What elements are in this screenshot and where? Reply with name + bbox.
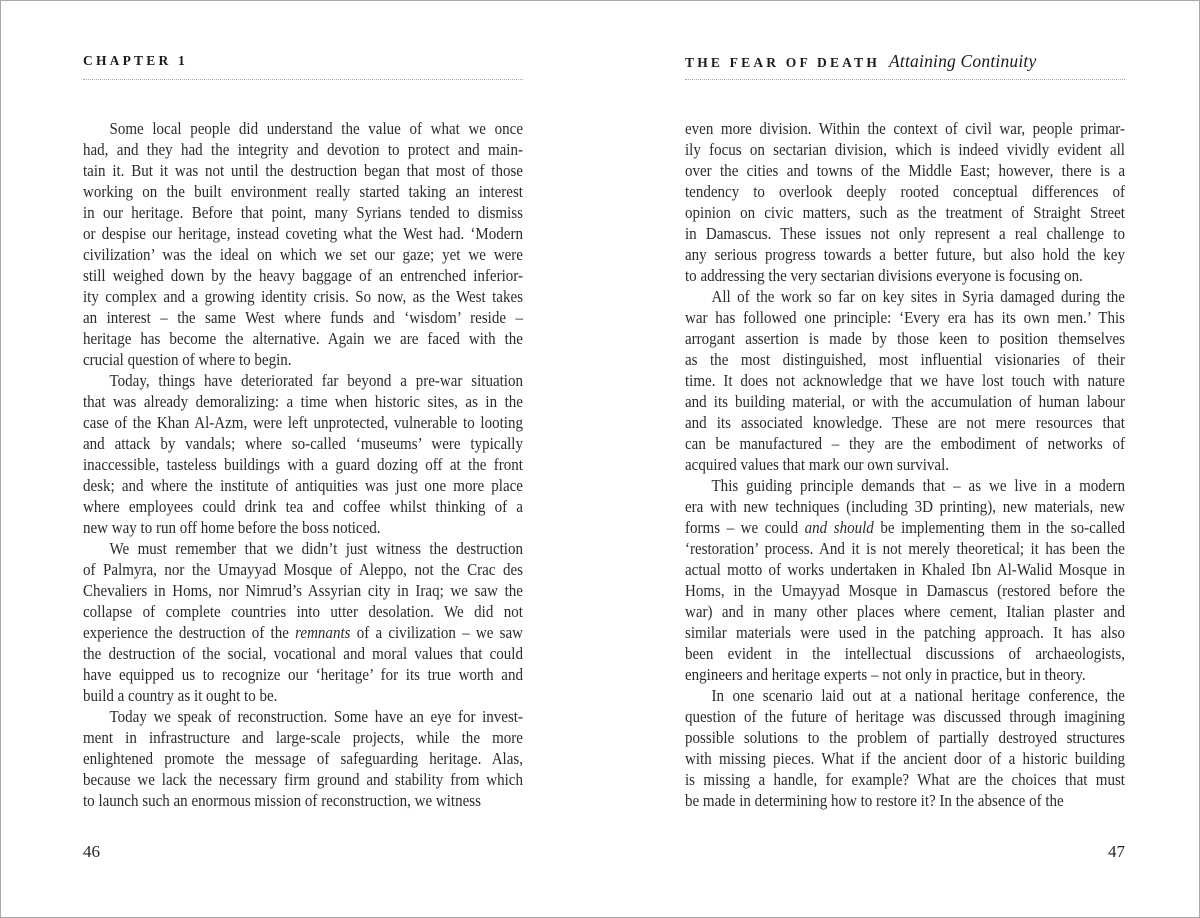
body-text-line: Chevaliers in Homs, nor Nimrud’s Assyrian city in Iraq; we saw the [83,581,523,600]
page-number-right: 47 [1108,842,1125,861]
header-dotted-rule-right [685,79,1125,80]
body-text-line: Some local people did understand the value of what we once [109,119,523,138]
body-text-line: ily focus on sectarian division, which is indeed vividly evident all [685,140,1125,159]
body-text-line: engineers and heritage experts – not only in practice, but in theory. [685,665,1086,684]
body-text-line: because we lack the necessary firm ground and stability from which [83,770,523,789]
page-left [83,1,523,917]
body-text-line: that was already demoralizing: a time when historic sites, as in the [83,392,523,411]
body-text-line: and attack by vandals; where so-called ‘museums’ were typically [83,434,523,453]
body-text-line: Today we speak of reconstruction. Some have an eye for invest- [109,707,523,726]
page-number-left: 46 [83,842,100,861]
body-text-line: All of the work so far on key sites in Syria damaged during the [711,287,1125,306]
body-text-line: build a country as it ought to be. [83,686,278,705]
body-text-line: as the most distinguished, most influential visionaries of their [685,350,1125,369]
body-text-line: even more division. Within the context of civil war, people primar- [685,119,1125,138]
body-text-line: similar materials were used in the patching approach. It has also [685,623,1125,642]
body-text-line: ity complex and a growing identity crisis. So now, as the West takes [83,287,523,306]
body-text-line: still weighed down by the heavy baggage of an entrenched inferior- [83,266,523,285]
body-text-line: new way to run off home before the boss noticed. [83,518,381,537]
body-text-line: tain it. But it was not until the destruction began that most of those [83,161,523,180]
body-text-line: war has followed one principle: ‘Every era has its own men.’ This [685,308,1125,327]
body-text-line: with missing pieces. What if the ancient door of a historic building [685,749,1125,768]
body-text-line: desk; and where the institute of antiquities was just one more place [83,476,523,495]
body-text-line: forms – we could and should be implementing them in the so-called [685,518,1125,537]
body-text-line: of Palmyra, nor the Umayyad Mosque of Aleppo, not the Crac des [83,560,523,579]
section-title-label: Attaining Continuity [889,51,1037,71]
body-text-line: arrogant assertion is made by those keen to position themselves [685,329,1125,348]
body-text-line: case of the Khan Al-Azm, were left unprotected, vulnerable to looting [83,413,523,432]
body-text-line: civilization’ was the ideal on which we set our gaze; yet we were [83,245,523,264]
body-text-line: in Damascus. These issues not only represent a real challenge to [685,224,1125,243]
header-dotted-rule-left [83,79,523,80]
body-text-line: Homs, in the Umayyad Mosque in Damascus (restored before the [685,581,1125,600]
body-text-line: had, and they had the integrity and devotion to protect and main- [83,140,523,159]
chapter-label: CHAPTER 1 [83,53,188,68]
body-text-line: and its associated knowledge. These are not mere resources that [685,413,1125,432]
body-text-line: question of the future of heritage was discussed through imagining [685,707,1125,726]
body-text-line: been evident in the intellectual discussions of archaeologists, [685,644,1125,663]
body-text-line: time. It does not acknowledge that we have lost touch with nature [685,371,1125,390]
body-text-line: working on the built environment really started taking an interest [83,182,523,201]
body-text-line: experience the destruction of the remnants of a civilization – we saw [83,623,523,642]
body-text-line: inaccessible, tasteless buildings with a guard dozing off at the front [83,455,523,474]
body-text-line: in our heritage. Before that point, many Syrians tended to dismiss [83,203,523,222]
body-text-line: We must remember that we didn’t just witness the destruction [109,539,523,558]
body-text-line: or despise our heritage, instead coveting what the West had. ‘Modern [83,224,523,243]
body-text-line: In one scenario laid out at a national heritage conference, the [711,686,1125,705]
page-right [685,1,1125,917]
body-text-line: enlightened promote the message of safeguarding heritage. Alas, [83,749,523,768]
body-text-line: ‘restoration’ process. And it is not merely theoretical; it has been the [685,539,1125,558]
body-text-line: where employees could drink tea and coffee whilst thinking of a [83,497,523,516]
body-text-line: This guiding principle demands that – as we live in a modern [711,476,1125,495]
body-text-line: have equipped us to recognize our ‘heritage’ for its true worth and [83,665,523,684]
body-text-line: ment in infrastructure and large-scale projects, while the more [83,728,523,747]
body-text-line: opinion on civic matters, such as the treatment of Straight Street [685,203,1125,222]
body-text-line: to addressing the very sectarian divisions everyone is focusing on. [685,266,1083,285]
body-text-line: an interest – the same West where funds and ‘wisdom’ reside – [83,308,523,327]
running-head-left [83,51,188,71]
page-body-left [83,118,523,811]
body-text-line: any serious progress towards a better future, but also hold the key [685,245,1125,264]
page-body-right [685,118,1125,811]
running-head-right [685,51,1036,73]
body-text-line: heritage has become the alternative. Again we are faced with the [83,329,523,348]
body-text-line: over the cities and towns of the Middle East; however, there is a [685,161,1125,180]
body-text-line: Today, things have deteriorated far beyond a pre-war situation [109,371,523,390]
book-title-label: THE FEAR OF DEATH [685,55,881,70]
body-text-line: collapse of complete countries into utter desolation. We did not [83,602,523,621]
body-text-line: can be manufactured – they are the embodiment of networks of [685,434,1125,453]
body-text-line: is missing a handle, for example? What are the choices that must [685,770,1125,789]
body-text-line: tendency to overlook deeply rooted conceptual differences of [685,182,1125,201]
body-text-line: actual motto of works undertaken in Khaled Ibn Al-Walid Mosque in [685,560,1125,579]
body-text-line: war) and in many other places where cement, Italian plaster and [685,602,1125,621]
body-text-line: era with new techniques (including 3D printing), new materials, new [685,497,1125,516]
body-text-line: be made in determining how to restore it? In the absence of the [685,791,1064,810]
body-text-line: to launch such an enormous mission of reconstruction, we witness [83,791,481,810]
body-text-line: acquired values that mark our own survival. [685,455,950,474]
body-text-line: crucial question of where to begin. [83,350,292,369]
body-text-line: possible solutions to the problem of partially destroyed structures [685,728,1125,747]
body-text-line: and its building material, or with the accumulation of human labour [685,392,1125,411]
body-text-line: the destruction of the social, vocational and moral values that could [83,644,523,663]
